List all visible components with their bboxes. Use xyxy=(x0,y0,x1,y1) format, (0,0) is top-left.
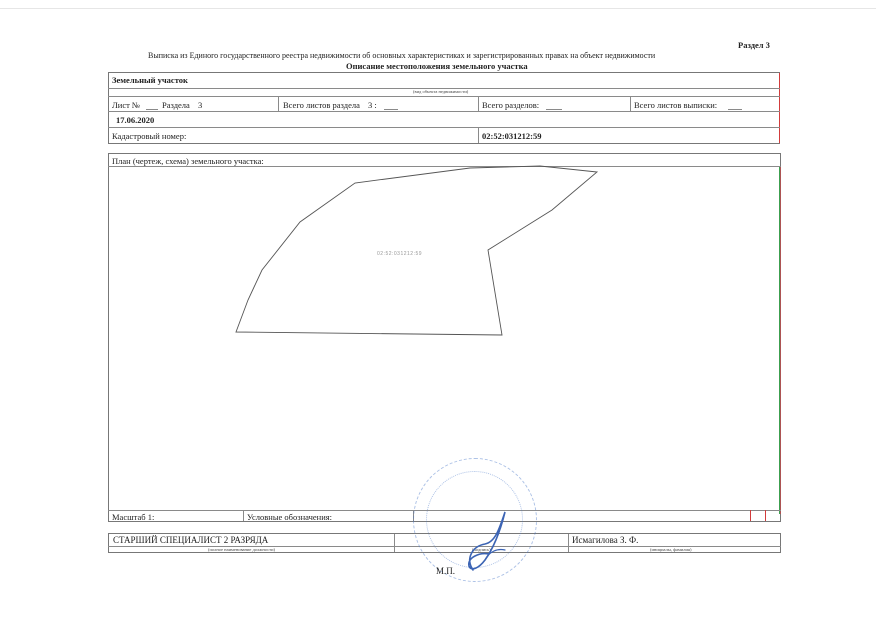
plan-label: План (чертеж, схема) земельного участка: xyxy=(112,156,264,166)
document-title: Выписка из Единого государственного реестра недвижимости об основных характеристиках и зарегистрированных правах на объект недвижимости xyxy=(148,51,656,60)
position-caption: (полное наименование должности) xyxy=(208,547,275,552)
sheet-number-label: Лист № xyxy=(112,100,141,110)
extract-date: 17.06.2020 xyxy=(116,115,155,125)
legend-swatch-red-2 xyxy=(765,510,766,521)
total-sections-label: Всего разделов: xyxy=(482,100,540,110)
object-type-caption: (вид объекта недвижимости) xyxy=(413,89,469,94)
total-sheets-section-label: Всего листов раздела xyxy=(283,100,360,110)
sig-col-divider-2 xyxy=(568,534,569,552)
handwritten-signature xyxy=(455,508,525,578)
section-number: 3 xyxy=(198,100,203,110)
signature-caption: (подпись) xyxy=(472,547,491,552)
sig-col-divider-1 xyxy=(394,534,395,552)
official-name: Исмагилова З. Ф. xyxy=(572,535,639,545)
official-position: СТАРШИЙ СПЕЦИАЛИСТ 2 РАЗРЯДА xyxy=(113,535,269,545)
legend-label: Условные обозначения: xyxy=(247,512,333,522)
scale-label: Масштаб 1: xyxy=(112,512,155,522)
total-sheets-section-value: 3 : xyxy=(368,100,377,110)
section-label: Раздел 3 xyxy=(738,40,770,50)
stamp-place-label: М.П. xyxy=(436,566,456,576)
legend-swatch-red-1 xyxy=(750,510,751,521)
cadastral-label: Кадастровый номер: xyxy=(112,131,187,141)
parcel-label: 02:52:031212:59 xyxy=(377,251,423,257)
cadastral-number: 02:52:031212:59 xyxy=(482,131,542,141)
total-sheets-extract-label: Всего листов выписки: xyxy=(634,100,718,110)
document-subtitle: Описание местоположения земельного участка xyxy=(346,61,528,71)
section-label-text: Раздела xyxy=(162,100,190,110)
object-type: Земельный участок xyxy=(112,75,188,85)
scale-divider xyxy=(243,510,244,521)
name-caption: (инициалы, фамилия) xyxy=(650,547,692,552)
